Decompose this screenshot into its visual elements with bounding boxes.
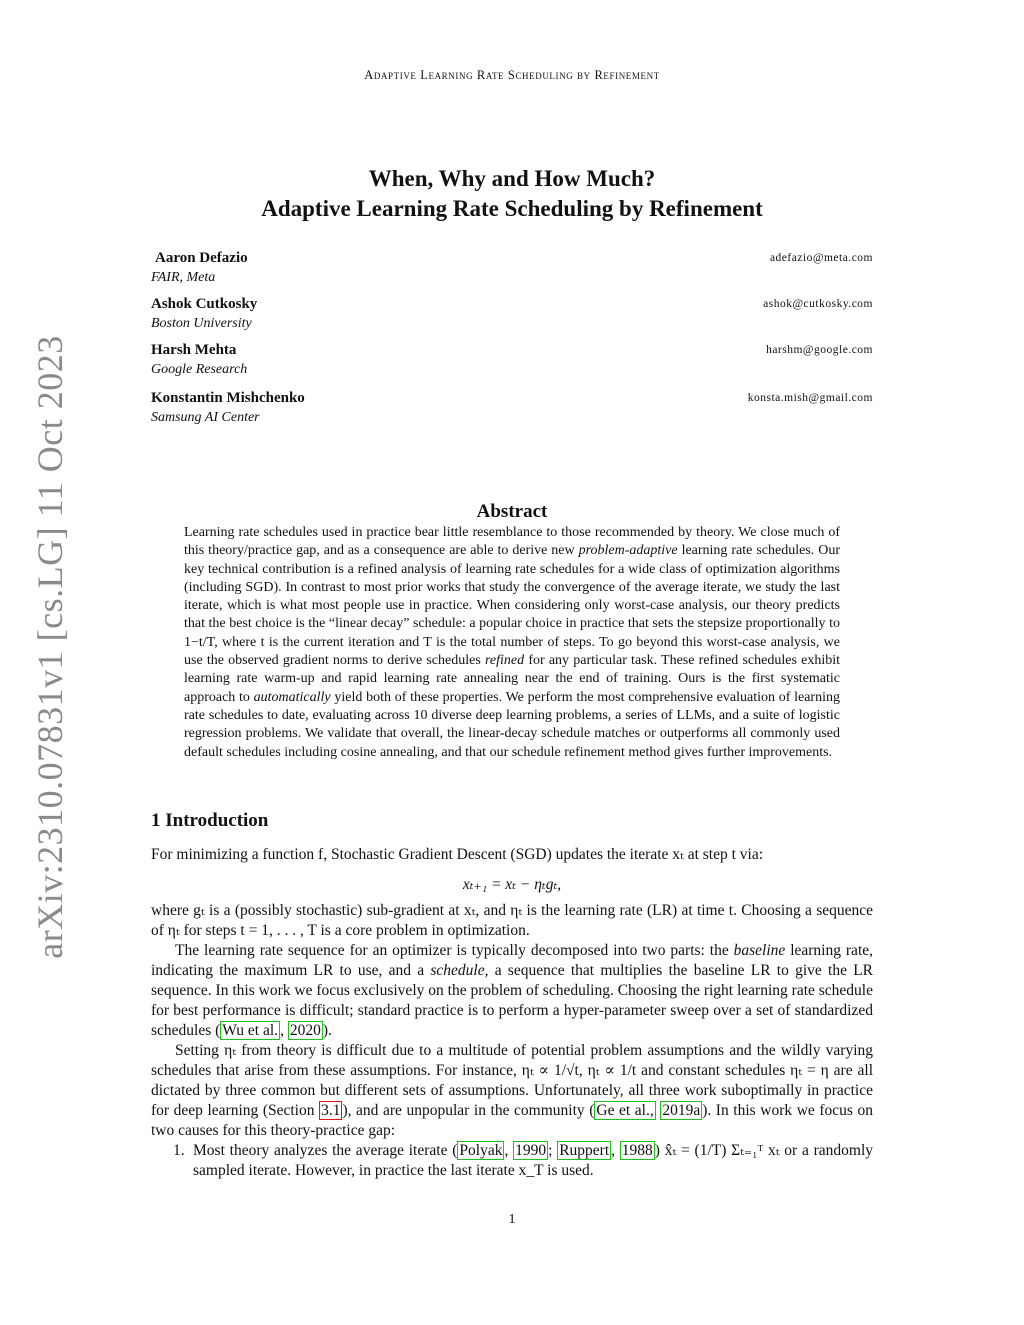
paragraph bbox=[151, 1041, 873, 1141]
citation-link[interactable]: 2020 bbox=[289, 1022, 321, 1039]
text-part: The learning rate sequence for an optimizer is typically decomposed into two parts: the bbox=[175, 942, 734, 959]
list-item bbox=[151, 1141, 873, 1181]
author-name: Ashok Cutkosky bbox=[151, 296, 258, 312]
citation-link[interactable]: Ge et al., bbox=[596, 1102, 654, 1119]
author-name: Harsh Mehta bbox=[151, 342, 237, 358]
text-part: ). In this work we focus on two causes for this theory-practice gap: bbox=[151, 1102, 873, 1139]
author-name: Aaron Defazio bbox=[155, 250, 248, 266]
text-part: ). bbox=[322, 1022, 332, 1039]
abstract-text-part: Learning rate schedules used in practice bear little resemblance to those recommended by theory. We close much of this theory/practice gap, and as a consequence are able to derive new bbox=[184, 525, 840, 559]
paragraph: where gₜ is a (possibly stochastic) sub-gradient at xₜ, and ηₜ is the learning rate (LR) at time t. Choosing a sequence of ηₜ for steps t = 1, . . . , T is a core problem in optimization. bbox=[151, 902, 873, 939]
author-affiliation: FAIR, Meta bbox=[151, 270, 216, 285]
section-heading: 1 Introduction bbox=[151, 810, 269, 831]
author-email[interactable]: konsta.mish@gmail.com bbox=[747, 392, 873, 404]
abstract-text bbox=[184, 524, 840, 762]
author-affiliation: Google Research bbox=[151, 362, 248, 377]
sgd-equation: xₜ₊₁ = xₜ − ηₜgₜ, bbox=[462, 876, 562, 893]
text-part: , a sequence that multiplies the baseline LR to give the LR sequence. In this work we focus exclusively on the problem of scheduling. Choosing the right learning rate schedule for best performance is difficult; standard practice is to perform a hyper-parameter sweep over a set of standardized schedules ( bbox=[151, 962, 874, 1039]
emphasis: baseline bbox=[733, 942, 786, 959]
text-part: , bbox=[504, 1142, 514, 1159]
author-name: Konstantin Mishchenko bbox=[151, 390, 305, 406]
citation-link[interactable]: Wu et al. bbox=[222, 1022, 279, 1039]
citation-link[interactable]: Polyak bbox=[459, 1142, 503, 1159]
text-part: , bbox=[611, 1142, 620, 1159]
paragraph bbox=[151, 941, 873, 1041]
author-email[interactable]: adefazio@meta.com bbox=[769, 252, 873, 264]
text-part: ) x̂ₜ = (1/T) Σₜ₌₁ᵀ xₜ or a randomly sampled iterate. However, in practice the last iterate x_T is used. bbox=[193, 1142, 874, 1179]
text-part: ), and are unpopular in the community ( bbox=[342, 1102, 595, 1119]
emphasis: schedule bbox=[430, 962, 485, 979]
abstract-emphasis: refined bbox=[484, 653, 525, 669]
author-block bbox=[151, 341, 873, 379]
page-number: 1 bbox=[508, 1212, 516, 1227]
running-head: Adaptive Learning Rate Scheduling by Refinement bbox=[364, 68, 660, 82]
citation-link[interactable]: Ruppert bbox=[559, 1142, 610, 1159]
author-block bbox=[151, 295, 873, 333]
text-part: Setting ηₜ from theory is difficult due to a multitude of potential problem assumptions and the wildly varying schedules that arise from these assumptions. For instance, ηₜ ∝ 1/√t, ηₜ ∝ 1/t and constant schedules ηₜ = η are all dictated by three common but different sets of assumptions. Unfortunately, all three work suboptimally in practice for deep learning (Section bbox=[151, 1042, 873, 1119]
abstract-emphasis: problem-adaptive bbox=[578, 543, 678, 559]
title-line-1: When, Why and How Much? bbox=[368, 166, 656, 191]
citation-link[interactable]: 2019a bbox=[662, 1102, 701, 1119]
paper-title bbox=[0, 164, 1024, 224]
author-affiliation: Samsung AI Center bbox=[151, 410, 260, 425]
title-line-2: Adaptive Learning Rate Scheduling by Refinement bbox=[261, 196, 763, 221]
text-part: , bbox=[280, 1022, 288, 1039]
author-affiliation: Boston University bbox=[151, 316, 252, 331]
abstract-text-part: yield both of these properties. We perform the most comprehensive evaluation of learning rate schedules to date, evaluating across 10 diverse deep learning problems, a series of LLMs, and a suite of logistic regression problems. We validate that overall, the linear-decay schedule matches or outperforms all commonly used default schedules including cosine annealing, and that our schedule refinement method gives further improvements. bbox=[184, 689, 840, 760]
author-email[interactable]: harshm@google.com bbox=[766, 344, 873, 356]
author-email[interactable]: ashok@cutkosky.com bbox=[763, 298, 873, 310]
intro-paragraphs bbox=[151, 901, 873, 1141]
author-block bbox=[151, 389, 873, 427]
abstract-emphasis: automatically bbox=[253, 689, 331, 705]
author-block bbox=[151, 249, 873, 287]
text-part: Most theory analyzes the average iterate ( bbox=[193, 1142, 458, 1159]
list-text bbox=[193, 1141, 873, 1181]
arxiv-stamp: arXiv:2310.07831v1 [cs.LG] 11 Oct 2023 bbox=[30, 335, 70, 959]
citation-link[interactable]: 1988 bbox=[621, 1142, 653, 1159]
abstract-heading: Abstract bbox=[476, 501, 548, 522]
intro-sentence: For minimizing a function f, Stochastic Gradient Descent (SGD) updates the iterate xₜ at step t via: bbox=[151, 846, 764, 863]
text-part: ; bbox=[548, 1142, 558, 1159]
citation-link[interactable]: 1990 bbox=[515, 1142, 547, 1159]
text-part: learning rate, indicating the maximum LR to use, and a bbox=[151, 942, 873, 979]
abstract-text-part: for any particular task. These refined schedules exhibit learning rate warm-up and rapid learning rate annealing near the end of training. Ours is the first systematic approach to bbox=[184, 653, 840, 705]
section-ref-link[interactable]: 3.1 bbox=[321, 1102, 341, 1119]
abstract-text-part: learning rate schedules. Our key technical contribution is a refined analysis of learning rate schedules for a wide class of optimization algorithms (including SGD). In contrast to most prior works that study the convergence of the average iterate, we study the last iterate, which is what most people use in practice. When considering only worst-case analysis, our theory predicts that the best choice is the “linear decay” schedule: a popular choice in practice that sets the stepsize proportionally to 1−t/T, where t is the current iteration and T is the total number of steps. To go beyond this worst-case analysis, we use the observed gradient norms to derive schedules bbox=[184, 543, 840, 669]
list-number: 1. bbox=[173, 1142, 185, 1159]
